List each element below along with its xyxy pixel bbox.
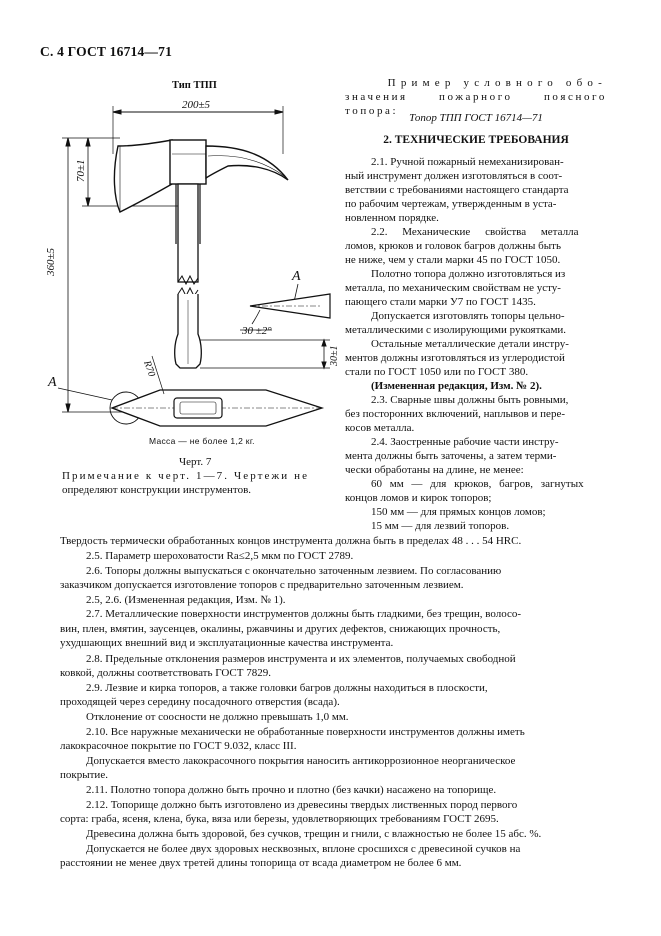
rc-line: ментов должны изготовляться из углеродистой xyxy=(345,352,565,364)
fw-line: ухудшающих внешний вид и эксплуатационные качества инструмента. xyxy=(60,637,394,649)
fw-line: 2.11. Полотно топора должно быть прочно и плотно (без качки) насажено на топорище. xyxy=(86,784,497,796)
rc-line: концов ломов и кирок топоров; xyxy=(345,492,492,504)
axe-drawing xyxy=(40,94,340,450)
fw-line: расстоянии не менее двух третей длины топорища от всада диаметром не более 6 мм. xyxy=(60,857,462,869)
rc-line: 150 мм — для прямых концов ломов; xyxy=(371,506,546,518)
note-line-2: определяют конструкции инструментов. xyxy=(62,484,252,496)
rc-line: 60 мм — для крюков, багров, загнутых xyxy=(371,478,584,490)
rc-line: металлическими с изолирующими рукоятками. xyxy=(345,324,567,336)
fw-line: Допускается вместо лакокрасочного покрытия наносить антикоррозионное неорганическое xyxy=(86,755,516,767)
fw-line: 2.6. Топоры должны выпускаться с окончательно заточенным лезвием. По согласованию xyxy=(86,565,502,577)
rc-line: Допускается изготовлять топоры цельно- xyxy=(371,310,565,322)
fw-line: лакокрасочное покрытие по ГОСТ 9.032, класс III. xyxy=(60,740,297,752)
rc-line: мента должны быть заточены, а затем терми- xyxy=(345,450,557,462)
fw-line: 2.8. Предельные отклонения размеров инструмента и их элементов, получаемых свободной xyxy=(86,653,516,665)
axe-pick xyxy=(206,146,288,180)
axe-head-body xyxy=(170,140,206,184)
rc-line: новленном порядке. xyxy=(345,212,439,224)
section-label-bottom: А xyxy=(48,375,57,390)
rc-line: Полотно топора должно изготовляться из xyxy=(371,268,566,280)
rc-line: металла, по механическим свойствам не усту- xyxy=(345,282,561,294)
rc-line: 2.2. Механические свойства металла xyxy=(371,226,579,238)
figure-caption: Черт. 7 xyxy=(179,456,212,468)
rc-line: без посторонних включений, наплывов и пере- xyxy=(345,408,565,420)
dim-radius-text: R70 xyxy=(141,359,158,379)
section-title: 2. ТЕХНИЧЕСКИЕ ТРЕБОВАНИЯ xyxy=(383,134,569,146)
rc-line: 2.3. Сварные швы должны быть ровными, xyxy=(371,394,569,406)
fw-line: проходящей через середину посадочного отверстия (всада). xyxy=(60,696,340,708)
fw-line: сорта: граба, ясеня, клена, бука, вяза или березы, удовлетворяющих требованиям ГОСТ 2695. xyxy=(60,813,499,825)
fw-line: 2.10. Все наружные механически не обработанные поверхности инструментов должны иметь xyxy=(86,726,525,738)
axe-blade xyxy=(114,140,172,212)
rc-line: ломов, крюков и головок багров должны быть xyxy=(345,240,561,252)
example-line-2: значения пожарного поясного топора: xyxy=(345,91,607,117)
fw-line: 2.5. Параметр шероховатости Ra≤2,5 мкм по ГОСТ 2789. xyxy=(86,550,354,562)
dim-head-text: 70±1 xyxy=(75,159,87,182)
rc-line: ный инструмент должен изготовляться в соот- xyxy=(345,170,563,182)
rc-line: Остальные металлические детали инстру- xyxy=(371,338,569,350)
mass-note: Масса — не более 1,2 кг. xyxy=(149,436,255,446)
fw-line: Отклонение от соосности не должно превышать 1,0 мм. xyxy=(86,711,349,723)
eye-hole xyxy=(174,398,222,418)
dim-width-text: 200±5 xyxy=(182,99,211,111)
rc-line: по рабочим чертежам, утвержденным в уста- xyxy=(345,198,557,210)
fw-line: 2.9. Лезвие и кирка топоров, а также головки багров должны находиться в плоскости, xyxy=(86,682,488,694)
fw-line: Древесина должна быть здоровой, без сучков, трещин и гнили, с влажностью не более 15 абс. %. xyxy=(86,828,542,840)
example-line-1: Пример условного обо- xyxy=(387,77,607,89)
rc-line: не ниже, чем у стали марки 45 по ГОСТ 1050. xyxy=(345,254,561,266)
rc-line: 15 мм — для лезвий топоров. xyxy=(371,520,510,532)
rc-line: косов металла. xyxy=(345,422,415,434)
dim-butt-text: 30±1 xyxy=(329,345,340,366)
rc-line: 2.4. Заостренные рабочие части инстру- xyxy=(371,436,559,448)
example-designation: Топор ТПП ГОСТ 16714—71 xyxy=(409,112,543,124)
dim-total-text: 360±5 xyxy=(45,247,57,276)
figure-type-label: Тип ТПП xyxy=(172,80,217,91)
axe-handle-upper xyxy=(178,184,198,282)
fw-line: ковкой, должны соответствовать ГОСТ 7829. xyxy=(60,667,271,679)
rc-line: ветствии с требованиями настоящего стандарта xyxy=(345,184,569,196)
fw-line: 2.12. Топорище должно быть изготовлено из древесины твердых лиственных пород первого xyxy=(86,799,518,811)
section-label-top: А xyxy=(292,269,301,284)
page-header: С. 4 ГОСТ 16714—71 xyxy=(40,44,173,59)
fw-line: Допускается не более двух здоровых несквозных, вплоне сросшихся с древесиной сучков на xyxy=(86,843,521,855)
dim-angle-text: 30 ±2° xyxy=(242,325,272,337)
fw-line: покрытие. xyxy=(60,769,108,781)
fw-line: вин, плен, вмятин, заусенцев, окалины, ржавчины и других дефектов, снижающих прочность, xyxy=(60,623,501,635)
rc-line: стали по ГОСТ 1050 или по ГОСТ 380. xyxy=(345,366,529,378)
rc-line: (Измененная редакция, Изм. № 2). xyxy=(371,380,542,392)
fw-line: заказчиком допускается изготовление топоров с предварительно заточенным лезвием. xyxy=(60,579,464,591)
fw-line: 2.7. Металлические поверхности инструментов должны быть гладкими, без трещин, волосо- xyxy=(86,608,522,620)
rc-line: пающего стали марки У7 по ГОСТ 1435. xyxy=(345,296,536,308)
rc-line: чески обработаны на длине, не менее: xyxy=(345,464,524,476)
fw-line: 2.5, 2.6. (Измененная редакция, Изм. № 1). xyxy=(86,594,286,606)
note-line-1: Примечание к черт. 1—7. Чертежи не xyxy=(62,470,310,482)
rc-line: 2.1. Ручной пожарный немеханизирован- xyxy=(371,156,564,168)
fw-line: Твердость термически обработанных концов инструмента должна быть в пределах 48 . . . 54 HRC. xyxy=(60,535,522,547)
